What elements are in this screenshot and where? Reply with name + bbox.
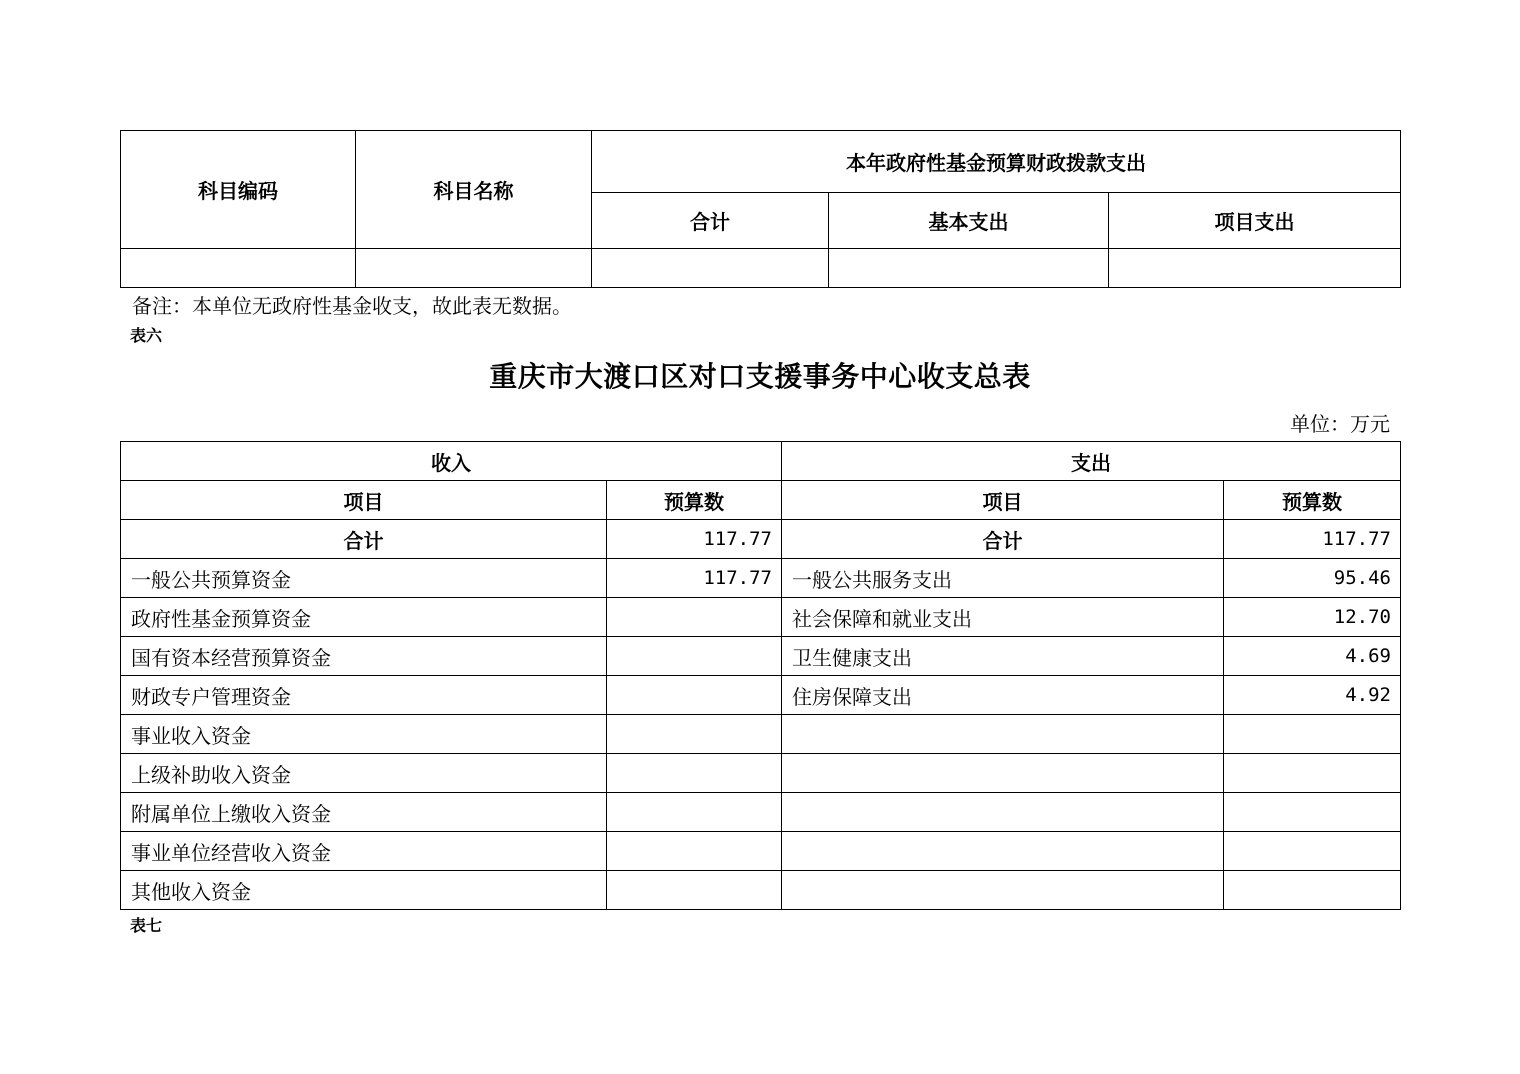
expense-amount bbox=[1224, 871, 1401, 910]
table-row bbox=[121, 754, 1401, 793]
expense-total-value: 117.77 bbox=[1224, 520, 1401, 559]
expense-budget-header: 预算数 bbox=[1224, 481, 1401, 520]
income-total-label: 合计 bbox=[121, 520, 607, 559]
expense-amount: 4.92 bbox=[1224, 676, 1401, 715]
income-amount bbox=[607, 637, 782, 676]
empty-cell bbox=[829, 249, 1109, 288]
income-item: 事业单位经营收入资金 bbox=[121, 832, 607, 871]
unit-label: 单位：万元 bbox=[1290, 412, 1390, 436]
empty-cell bbox=[356, 249, 592, 288]
header-fund-expenditure: 本年政府性基金预算财政拨款支出 bbox=[592, 131, 1401, 193]
empty-cell bbox=[592, 249, 829, 288]
table-label-seven: 表七 bbox=[130, 916, 163, 935]
income-item: 国有资本经营预算资金 bbox=[121, 637, 607, 676]
government-fund-table bbox=[120, 130, 1401, 288]
expense-item bbox=[782, 715, 1224, 754]
income-budget-header: 预算数 bbox=[607, 481, 782, 520]
table-row bbox=[121, 637, 1401, 676]
expense-amount: 4.69 bbox=[1224, 637, 1401, 676]
income-amount bbox=[607, 715, 782, 754]
empty-data-row bbox=[121, 249, 1401, 288]
income-header: 收入 bbox=[121, 442, 782, 481]
table-row bbox=[121, 793, 1401, 832]
income-expense-summary-table bbox=[120, 441, 1401, 910]
table-row bbox=[121, 832, 1401, 871]
income-item: 政府性基金预算资金 bbox=[121, 598, 607, 637]
expense-item bbox=[782, 754, 1224, 793]
income-amount bbox=[607, 754, 782, 793]
expense-item: 卫生健康支出 bbox=[782, 637, 1224, 676]
header-total: 合计 bbox=[592, 193, 829, 249]
expense-amount bbox=[1224, 793, 1401, 832]
table-label-six: 表六 bbox=[130, 326, 163, 345]
income-item-header: 项目 bbox=[121, 481, 607, 520]
income-amount: 117.77 bbox=[607, 559, 782, 598]
table-row bbox=[121, 871, 1401, 910]
expense-item-header: 项目 bbox=[782, 481, 1224, 520]
table-row bbox=[121, 559, 1401, 598]
table-row bbox=[121, 676, 1401, 715]
income-amount bbox=[607, 832, 782, 871]
income-item: 其他收入资金 bbox=[121, 871, 607, 910]
header-subject-code: 科目编码 bbox=[121, 131, 356, 249]
income-total-value: 117.77 bbox=[607, 520, 782, 559]
empty-cell bbox=[1109, 249, 1401, 288]
expense-amount: 95.46 bbox=[1224, 559, 1401, 598]
expense-amount: 12.70 bbox=[1224, 598, 1401, 637]
expense-amount bbox=[1224, 754, 1401, 793]
expense-amount bbox=[1224, 715, 1401, 754]
header-basic-expenditure: 基本支出 bbox=[829, 193, 1109, 249]
header-project-expenditure: 项目支出 bbox=[1109, 193, 1401, 249]
expense-item bbox=[782, 871, 1224, 910]
expense-header: 支出 bbox=[782, 442, 1401, 481]
expense-item bbox=[782, 832, 1224, 871]
income-item: 上级补助收入资金 bbox=[121, 754, 607, 793]
summary-title: 重庆市大渡口区对口支援事务中心收支总表 bbox=[489, 360, 1031, 393]
income-amount bbox=[607, 871, 782, 910]
income-item: 事业收入资金 bbox=[121, 715, 607, 754]
header-subject-name: 科目名称 bbox=[356, 131, 592, 249]
expense-amount bbox=[1224, 832, 1401, 871]
table-row bbox=[121, 715, 1401, 754]
table-row bbox=[121, 598, 1401, 637]
expense-item: 社会保障和就业支出 bbox=[782, 598, 1224, 637]
income-item: 附属单位上缴收入资金 bbox=[121, 793, 607, 832]
expense-item bbox=[782, 793, 1224, 832]
income-amount bbox=[607, 793, 782, 832]
income-item: 一般公共预算资金 bbox=[121, 559, 607, 598]
expense-item: 一般公共服务支出 bbox=[782, 559, 1224, 598]
income-amount bbox=[607, 598, 782, 637]
income-item: 财政专户管理资金 bbox=[121, 676, 607, 715]
expense-item: 住房保障支出 bbox=[782, 676, 1224, 715]
income-amount bbox=[607, 676, 782, 715]
expense-total-label: 合计 bbox=[782, 520, 1224, 559]
table-note: 备注：本单位无政府性基金收支，故此表无数据。 bbox=[132, 294, 572, 318]
total-row bbox=[121, 520, 1401, 559]
empty-cell bbox=[121, 249, 356, 288]
